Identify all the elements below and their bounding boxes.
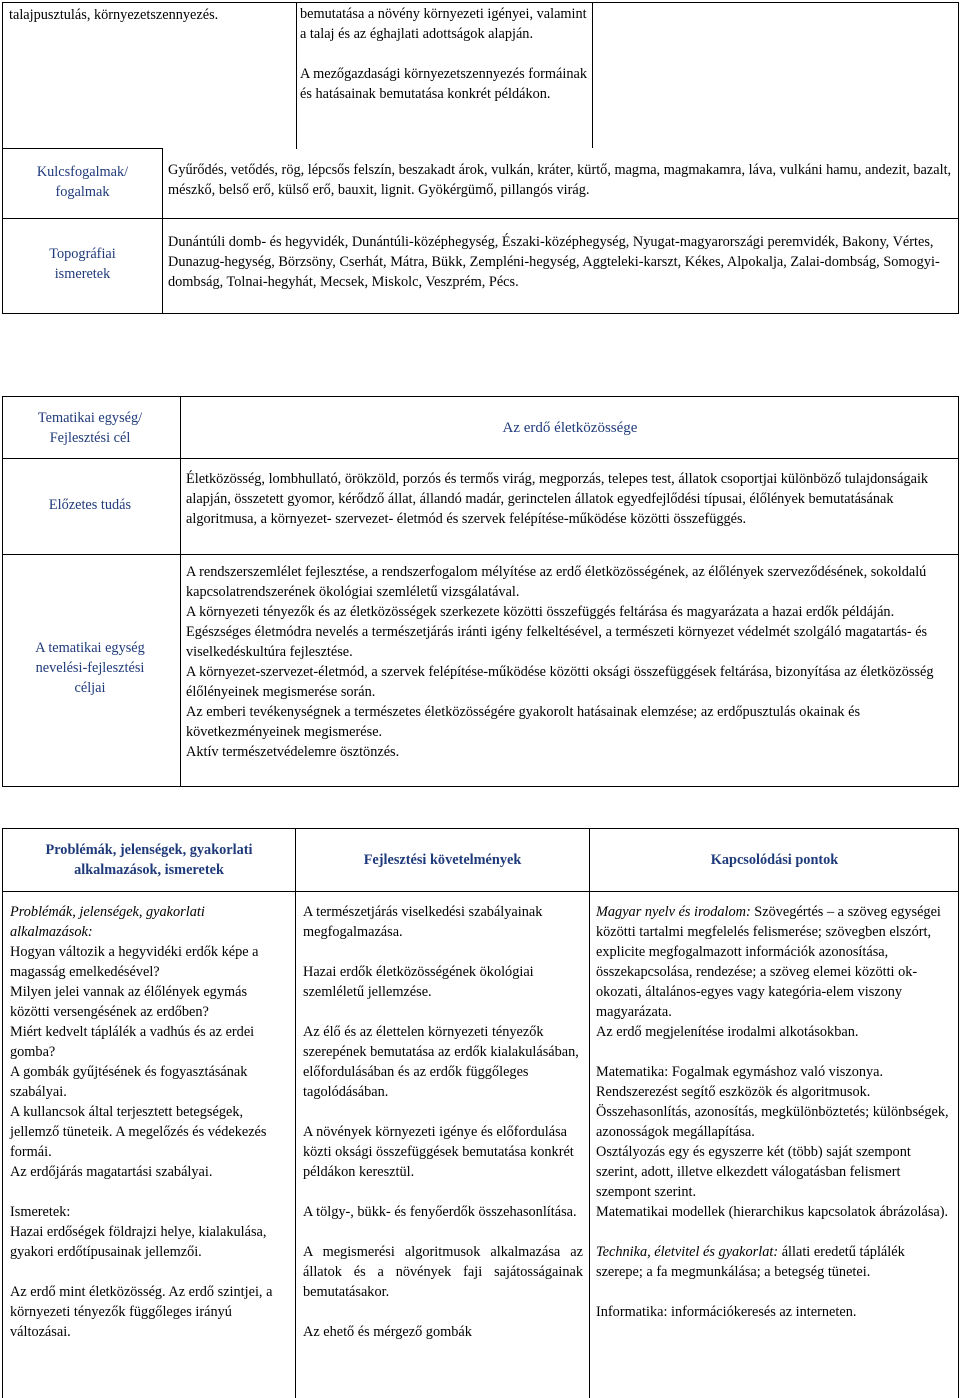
elozetes-tudas-label: Előzetes tudás	[48, 497, 132, 513]
col1-question: Miért kedvelt táplálék a vadhús és az erdei gomba?	[10, 1024, 255, 1060]
col1-header: Problémák, jelenségek, gyakorlati alkalmazások, ismeretek	[45, 842, 253, 878]
celok-line: A rendszerszemlélet fejlesztése, a rendszerfogalom mélyítése az erdő életközösségének, az élőlények szerveződésének, sokoldalú kapcsolatrendszerének ökológiai szemléletű vizsgálatával.	[186, 564, 927, 600]
col3-matek	[596, 1062, 954, 1082]
col1-content	[10, 902, 286, 1342]
col1-question: A gombák gyűjtésének és fogyasztásának szabályai.	[10, 1064, 248, 1100]
celok-line: Aktív természetvédelemre ösztönzés.	[186, 744, 400, 760]
col2-content	[303, 902, 583, 1342]
prev-top-right-line: bemutatása a növény környezeti igényei, valamint a talaj és az éghajlati adottságok alapján.	[300, 6, 587, 42]
col1-question: A kullancsok által terjesztett betegségek, jellemző tüneteik. A megelőzés és védekezés formái.	[10, 1104, 267, 1160]
col3-matek-title: Matematika:	[596, 1064, 669, 1080]
col2-header: Fejlesztési követelmények	[363, 852, 522, 868]
col2-item: A növények környezeti igénye és előfordulása közti oksági összefüggések bemutatása konkrét példákon keresztül.	[303, 1124, 574, 1180]
col1-ismeretek-text: Hazai erdőségek földrajzi helye, kialakulása, gyakori erdőtípusainak jellemzői.	[10, 1224, 267, 1260]
col1-question: Hogyan változik a hegyvidéki erdők képe a magasság emelkedésével?	[10, 944, 259, 980]
celok-line: Az emberi tevékenységnek a természetes életközösségére gyakorolt hatásainak elemzése; az erdőpusztulás okainak és következményeinek megismerése.	[186, 704, 861, 740]
col3-informatika-title: Informatika:	[596, 1304, 668, 1320]
celok-line: Egészséges életmódra nevelés a természetjárás iránti igény felkeltésével, a természeti környezet védelmét szolgáló magatartás- és viselkedéskultúra fejlesztése.	[186, 624, 928, 660]
col3-magyar	[596, 902, 954, 1022]
celok-text	[186, 562, 954, 762]
col3-technika-text: állati eredetű táplálék szerepe; a fa megmunkálása; a betegség tünetei.	[596, 1244, 905, 1280]
prev-top-right	[300, 4, 590, 104]
col1-question: Milyen jelei vannak az élőlények egymás közötti versengésének az erdőben?	[10, 984, 248, 1020]
col3-matek-line: Fogalmak egymáshoz való viszonya.	[671, 1064, 884, 1080]
prev-top-right-line: A mezőgazdasági környezetszennyezés formáinak és hatásainak bemutatása konkrét példákon.	[300, 66, 587, 102]
topografiai-label: Topográfiai ismeretek	[49, 246, 116, 282]
tematikai-egyseg-label: Tematikai egység/ Fejlesztési cél	[37, 410, 143, 446]
col1-question: Az erdőjárás magatartási szabályai.	[10, 1164, 213, 1180]
col3-matek-line: Matematikai modellek (hierarchikus kapcsolatok ábrázolása).	[596, 1204, 949, 1220]
col3-magyar-title: Magyar nyelv és irodalom:	[596, 904, 751, 920]
col2-item: A természetjárás viselkedési szabályainak megfogalmazása.	[303, 904, 543, 940]
col1-intro: Problémák, jelenségek, gyakorlati alkalmazások:	[10, 904, 205, 940]
col2-item: A megismerési algoritmusok alkalmazása az állatok és a növények faji sajátosságainak bemutatásakor.	[303, 1244, 583, 1300]
col3-content	[596, 902, 954, 1322]
col3-magyar-text: Szövegértés – a szöveg egységei közötti tartalmi megfelelés felismerése; szövegben elszórt, explicite megfogalmazott információk azonosítása, összekapcsolása, rendezése; a szöveg elemei közötti ok-okozati, általános-egyes vagy kategória-elem viszony magyarázata.	[596, 904, 941, 1020]
kulcsfogalmak-label: Kulcsfogalmak/ fogalmak	[36, 164, 129, 200]
celok-line: A környezet-szervezet-életmód, a szervek felépítése-működése közötti oksági összefüggések feltárása, bizonyítása az életközösség élőlényeinek megismerése során.	[186, 664, 934, 700]
elozetes-tudas-text: Életközösség, lombhullató, örökzöld, porzós és termős virág, megporzás, telepes test, állatok csoportjai különböző tulajdonságaik alapján, összetett gyomor, kérődző állat, állandó madár, gerinctelen állatok egyedfejlődési típusai, élőlények bemutatásának algoritmusa, a környezet- szervezet- életmód és szervek felépítése-működése közötti összefüggés.	[186, 471, 929, 527]
kulcsfogalmak-text: Gyűrődés, vetődés, rög, lépcsős felszín, beszakadt árok, vulkán, kráter, kürtő, magma, magmakamra, láva, vulkáni hamu, andezit, bazalt, mészkő, belső erő, külső erő, bauxit, lignit. Gyökérgümő, pillangós virág.	[168, 162, 952, 198]
col1-ismeretek-title: Ismeretek:	[10, 1204, 71, 1220]
col3-informatika	[596, 1302, 954, 1322]
celok-label: A tematikai egység nevelési-fejlesztési céljai	[35, 640, 145, 696]
col3-matek-line: Összehasonlítás, azonosítás, megkülönböztetés; különbségek, azonosságok megállapítása.	[596, 1104, 949, 1140]
col2-item: Hazai erdők életközösségének ökológiai szemléletű jellemzése.	[303, 964, 534, 1000]
col2-item: A tölgy-, bükk- és fenyőerdők összehasonlítása.	[303, 1204, 577, 1220]
prev-top-left-text: talajpusztulás, környezetszennyezés.	[9, 7, 219, 23]
col2-item: Az élő és az élettelen környezeti tényezők szerepének bemutatása az erdők kialakulásában, előfordulásában és az erdők függőleges tagolódásában.	[303, 1024, 579, 1100]
col3-magyar-text2: Az erdő megjelenítése irodalmi alkotásokban.	[596, 1024, 859, 1040]
col3-matek-line: Rendszerezést segítő eszközök és algoritmusok.	[596, 1084, 871, 1100]
tematikai-egyseg-title: Az erdő életközössége	[502, 420, 638, 436]
col3-technika-title: Technika, életvitel és gyakorlat:	[596, 1244, 779, 1260]
col3-informatika-text: információkeresés az interneten.	[671, 1304, 857, 1320]
col2-item: Az ehető és mérgező gombák	[303, 1324, 472, 1340]
col3-technika	[596, 1242, 954, 1282]
col1-ismeretek-text: Az erdő mint életközösség. Az erdő szintjei, a környezeti tényezők függőleges irányú változásai.	[10, 1284, 273, 1340]
celok-line: A környezeti tényezők és az életközösségek szerkezete közötti összefüggés feltárása és magyarázata a hazai erdők példáján.	[186, 604, 895, 620]
topografiai-text: Dunántúli domb- és hegyvidék, Dunántúli-középhegység, Északi-középhegység, Nyugat-magyarországi peremvidék, Bakony, Vértes, Dunazug-hegység, Börzsöny, Cserhát, Mátra, Bükk, Zempléni-hegység, Aggteleki-karszt, Kékes, Alpokalja, Zalai-dombság, Somogyi-dombság, Tolnai-hegyhát, Mecsek, Miskolc, Veszprém, Pécs.	[168, 234, 940, 290]
col3-matek-line: Osztályozás egy és egyszerre két (több) saját szempont szerint, adott, illetve elkezdett válogatásban felismert szempont szerint.	[596, 1144, 911, 1200]
col3-header: Kapcsolódási pontok	[710, 852, 839, 868]
